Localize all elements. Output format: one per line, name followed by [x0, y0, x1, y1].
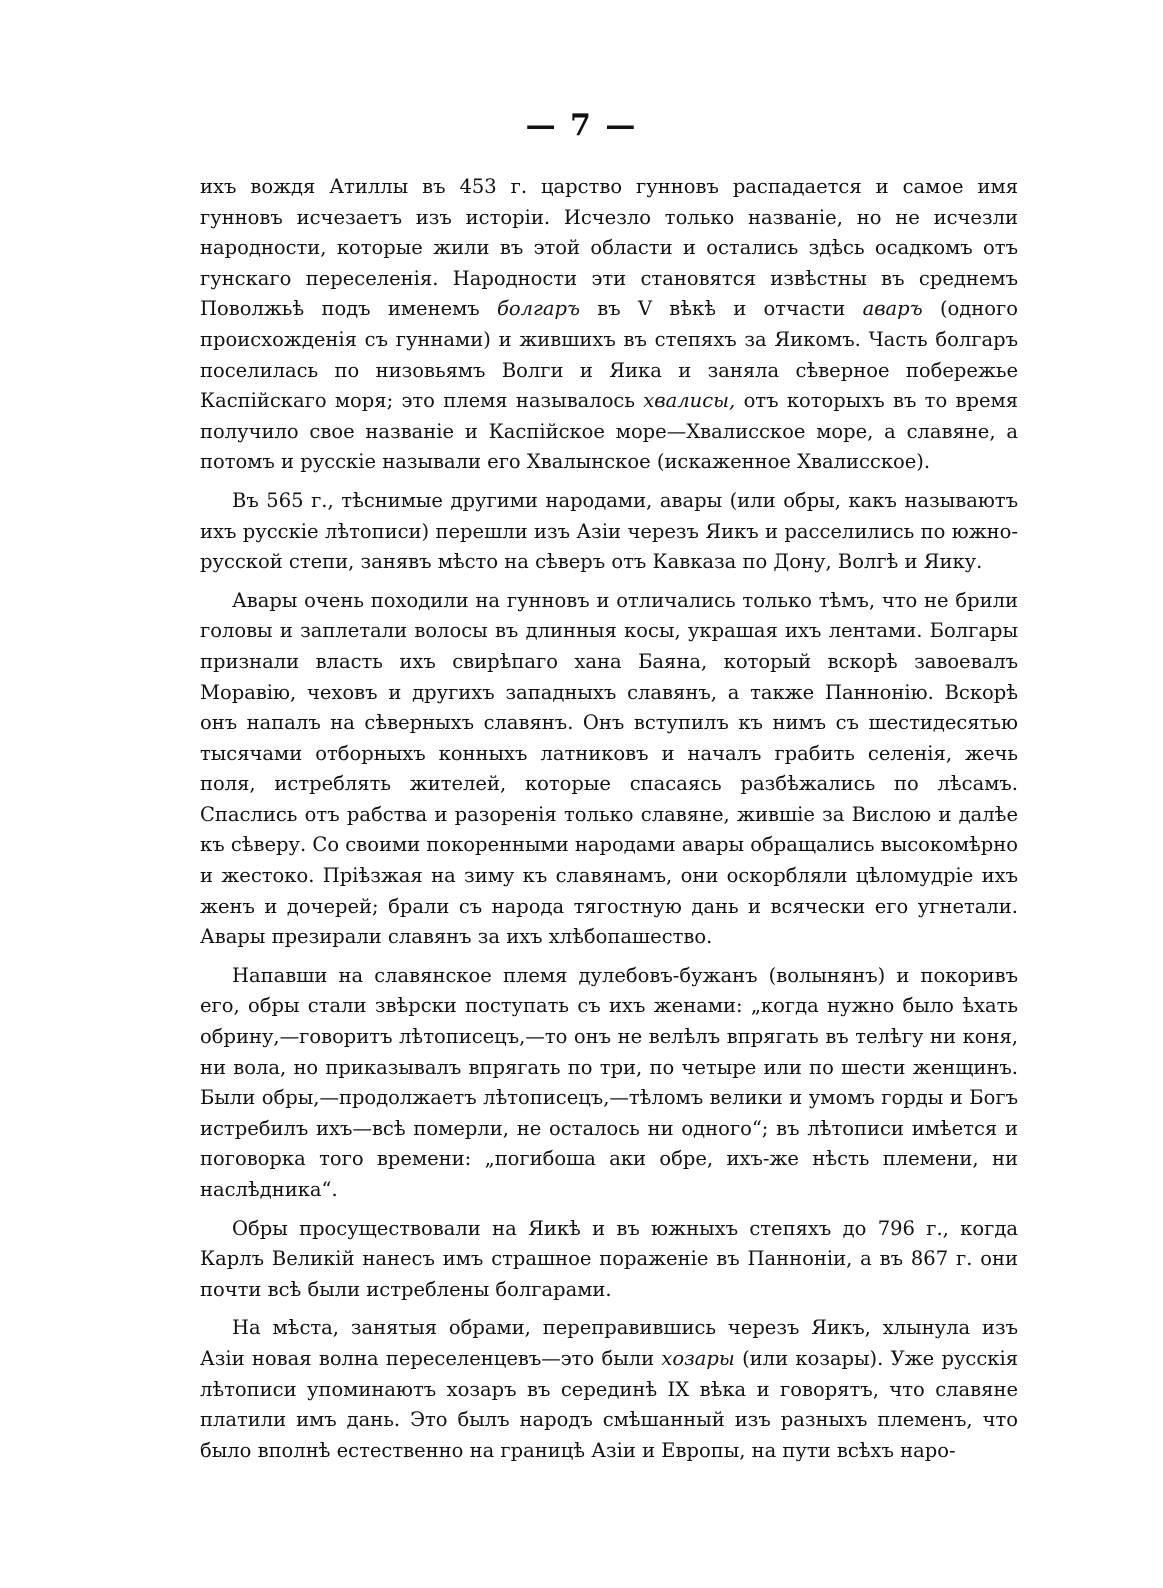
text-run: Обры просуществовали на Яикѣ и въ южныхъ степяхъ до 796 г., когда Карлъ Великій нанесъ имъ страшное пораженіе въ Панноніи, а въ 867 г. они почти всѣ были истреблены болгарами.: [200, 1216, 1018, 1301]
italic-term: хвалисы,: [643, 389, 736, 413]
paragraph-1: [200, 172, 1018, 478]
paragraph-6: [200, 1313, 1018, 1466]
italic-term: хозары: [661, 1346, 735, 1370]
text-run: (или козары). Уже русскія лѣтописи упоминаютъ хозаръ въ серединѣ IX вѣка и говорятъ, что славяне платили имъ дань. Это былъ народъ смѣшанный изъ разныхъ племенъ, что было вполнѣ естественно на границѣ Азіи и Европы, на пути всѣхъ наро-: [200, 1346, 1018, 1462]
paragraph-2: [200, 486, 1018, 578]
text-run: ихъ вождя Атиллы въ 453 г. царство гунновъ распадается и самое имя гунновъ исчезаетъ изъ исторіи. Исчезло только названіе, но не исчезли народности, которые жили въ этой области и остались здѣсь осадкомъ отъ гунскаго переселенія. Народности эти становятся извѣстны въ среднемъ Поволжьѣ подъ именемъ: [200, 175, 1018, 321]
paragraph-3: [200, 586, 1018, 953]
text-run: Въ 565 г., тѣснимые другими народами, авары (или обры, какъ называютъ ихъ русскіе лѣтописи) перешли изъ Азіи черезъ Яикъ и расселились по южно-русской степи, занявъ мѣсто на сѣверъ отъ Кавказа по Дону, Волгѣ и Яику.: [200, 488, 1018, 574]
body-text: [200, 172, 1018, 1466]
italic-term: болгаръ: [496, 297, 580, 321]
text-run: (одного происхожденія съ гуннами) и жившихъ въ степяхъ за Яикомъ. Часть болгаръ поселилась по низовьямъ Волги и Яика и заняла сѣверное побережье Каспійскаго моря; это племя называлось: [200, 297, 1018, 413]
text-run: Авары очень походили на гунновъ и отличались только тѣмъ, что не брили головы и заплетали волосы въ длинныя косы, украшая ихъ лентами. Болгары признали власть ихъ свирѣпаго хана Баяна, который вскорѣ завоевалъ Моравію, чеховъ и другихъ западныхъ славянъ, а также Паннонію. Вскорѣ онъ напалъ на сѣверныхъ славянъ. Онъ вступилъ къ нимъ съ шестидесятью тысячами отборныхъ конныхъ латниковъ и началъ грабить селенія, жечь поля, истреблять жителей, которые спасаясь разбѣжались по лѣсамъ. Спаслись отъ рабства и разоренія только славяне, жившіе за Вислою и далѣе къ сѣверу. Со своими покоренными народами авары обращались высокомѣрно и жестоко. Пріѣзжая на зиму къ славянамъ, они оскорбляли цѣломудріе ихъ женъ и дочерей; брали съ народа тягостную дань и всячески его угнетали. Авары презирали славянъ за ихъ хлѣбопашество.: [200, 588, 1018, 949]
paragraph-4: [200, 961, 1018, 1206]
text-run: въ V вѣкѣ и отчасти: [580, 297, 863, 321]
text-run: На мѣста, занятыя обрами, переправившись черезъ Яикъ, хлынула изъ Азіи новая волна переселенцевъ—это были: [200, 1316, 1018, 1370]
page-number: — 7 —: [525, 108, 638, 143]
text-run: Напавши на славянское племя дулебовъ-бужанъ (волынянъ) и покоривъ его, обры стали звѣрски поступать съ ихъ женами: „когда нужно было ѣхать обрину,—говоритъ лѣтописецъ,—то онъ не велѣлъ впрягать въ телѣгу ни коня, ни вола, но приказывалъ впрягать по три, по четыре или по шести женщинъ. Были обры,—продолжаетъ лѣтописецъ,—тѣломъ велики и умомъ горды и Богъ истребилъ ихъ—всѣ померли, не осталось ни одного“; въ лѣтописи имѣется и поговорка того времени: „погибоша аки обре, ихъ-же нѣсть племени, ни наслѣдника“.: [200, 963, 1018, 1201]
text-run: отъ которыхъ въ то время получило свое названіе и Каспійское море—Хвалисское море, а славяне, а потомъ и русскіе называли его Хвалынское (искаженное Хвалисское).: [200, 389, 1018, 474]
italic-term: аваръ: [862, 297, 923, 321]
paragraph-5: [200, 1214, 1018, 1306]
